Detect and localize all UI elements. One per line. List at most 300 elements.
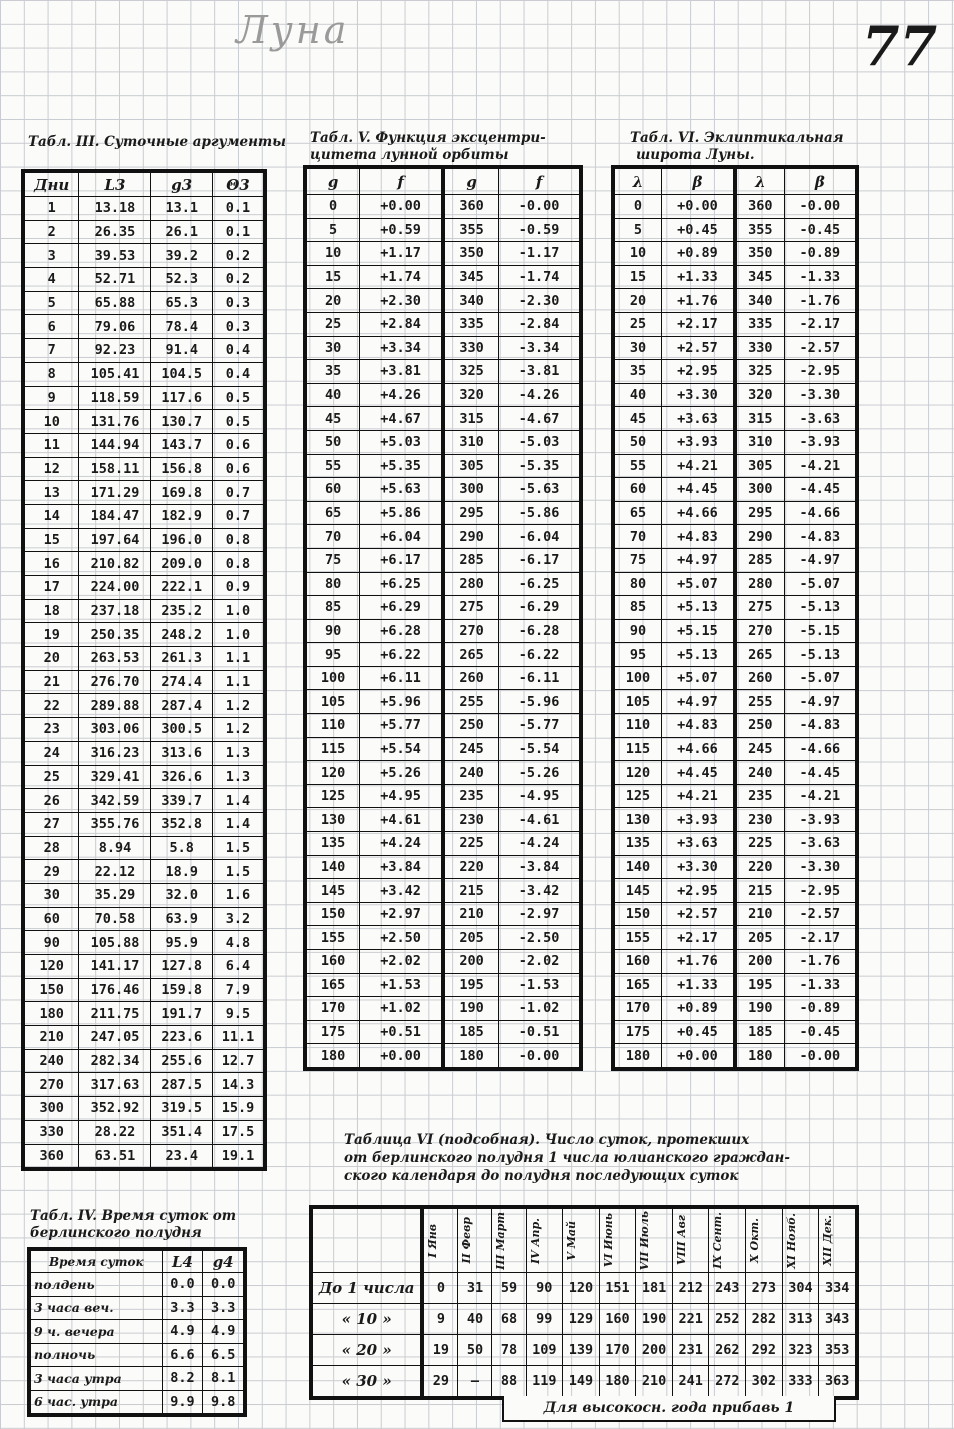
table4-cell: 9.8 bbox=[203, 1390, 244, 1414]
table3-cell: 11.1 bbox=[212, 1026, 263, 1050]
table5-cell: 180 bbox=[307, 1044, 360, 1068]
table5-cell: +0.51 bbox=[360, 1020, 443, 1044]
table5-cell: 300 bbox=[443, 478, 499, 502]
table5-cell: 135 bbox=[307, 832, 360, 856]
table6-header: β bbox=[784, 169, 855, 195]
table-row bbox=[615, 265, 856, 289]
table3-cell: 1.4 bbox=[212, 812, 263, 836]
table5-cell: -5.96 bbox=[499, 690, 580, 714]
table3-cell: 1.0 bbox=[212, 623, 263, 647]
table5-cell: -0.59 bbox=[499, 218, 580, 242]
table6-cell: +4.45 bbox=[661, 478, 735, 502]
table3-cell: 39.2 bbox=[151, 244, 213, 268]
table4-cell: 3 часа утра bbox=[31, 1367, 163, 1391]
table5-cell: +6.28 bbox=[360, 619, 443, 643]
table6-cell: 190 bbox=[735, 997, 784, 1021]
table6-cell: 15 bbox=[615, 265, 662, 289]
table3-cell: 303.06 bbox=[79, 718, 151, 742]
table5-cell: 70 bbox=[307, 525, 360, 549]
table3-cell: 17.5 bbox=[212, 1120, 263, 1144]
aux-cell: 313 bbox=[782, 1304, 819, 1335]
table6-cell: 10 bbox=[615, 242, 662, 266]
aux-cell: 190 bbox=[636, 1304, 673, 1335]
table6-cell: 160 bbox=[615, 950, 662, 974]
table3-cell: 3 bbox=[25, 244, 79, 268]
table5-cell: 25 bbox=[307, 312, 360, 336]
table3-cell: 13.1 bbox=[151, 197, 213, 221]
table5-cell: -2.97 bbox=[499, 902, 580, 926]
table3-cell: 222.1 bbox=[151, 576, 213, 600]
table-row bbox=[25, 1144, 264, 1168]
table3-cell: 63.51 bbox=[79, 1144, 151, 1168]
table6-cell: 175 bbox=[615, 1020, 662, 1044]
table3-cell: 15 bbox=[25, 528, 79, 552]
table5-cell: -1.53 bbox=[499, 973, 580, 997]
table6-cell: 290 bbox=[735, 525, 784, 549]
aux-cell: 363 bbox=[819, 1366, 856, 1397]
table3-cell: 52.3 bbox=[151, 268, 213, 292]
table-row bbox=[615, 218, 856, 242]
table3-cell: 0.1 bbox=[212, 220, 263, 244]
table3-cell: 28.22 bbox=[79, 1120, 151, 1144]
table6-cell: 230 bbox=[735, 808, 784, 832]
table5-cell: -3.84 bbox=[499, 855, 580, 879]
table5-cell: 65 bbox=[307, 501, 360, 525]
table4-cell: 0.0 bbox=[203, 1273, 244, 1297]
aux-row-label: « 10 » bbox=[313, 1304, 423, 1335]
table-row bbox=[307, 808, 580, 832]
table5-cell: +4.67 bbox=[360, 407, 443, 431]
table6-cell: 20 bbox=[615, 289, 662, 313]
table-row bbox=[615, 666, 856, 690]
table5-cell: 245 bbox=[443, 737, 499, 761]
table-row bbox=[307, 572, 580, 596]
table3-cell: 127.8 bbox=[151, 955, 213, 979]
table3-cell: 18.9 bbox=[151, 860, 213, 884]
table3-cell: 263.53 bbox=[79, 647, 151, 671]
table-row bbox=[25, 504, 264, 528]
table6-cell: -3.93 bbox=[784, 430, 855, 454]
aux-cell: 333 bbox=[782, 1366, 819, 1397]
table5-cell: 40 bbox=[307, 383, 360, 407]
aux-caption-line1: Таблица VI (подсобная). Число суток, протекших bbox=[344, 1132, 750, 1148]
aux-month-label: III Март bbox=[494, 1211, 508, 1270]
table5-cell: +5.86 bbox=[360, 501, 443, 525]
table4-cell: 4.9 bbox=[203, 1320, 244, 1344]
table6-cell: 360 bbox=[735, 195, 784, 219]
aux-month-header bbox=[672, 1209, 709, 1273]
table-row bbox=[307, 312, 580, 336]
table6-cell: +1.33 bbox=[661, 973, 735, 997]
table6-cell: -4.97 bbox=[784, 690, 855, 714]
table6-cell: 180 bbox=[735, 1044, 784, 1068]
table-row bbox=[615, 548, 856, 572]
table-row bbox=[615, 737, 856, 761]
table-row bbox=[307, 832, 580, 856]
table3-cell: 4.8 bbox=[212, 931, 263, 955]
table5-cell: 100 bbox=[307, 666, 360, 690]
table-row bbox=[615, 360, 856, 384]
table6-cell: +2.57 bbox=[661, 902, 735, 926]
table-row bbox=[615, 336, 856, 360]
table6-cell: 155 bbox=[615, 926, 662, 950]
table6-cell: +4.97 bbox=[661, 690, 735, 714]
table6-cell: +3.63 bbox=[661, 407, 735, 431]
table5-cell: 55 bbox=[307, 454, 360, 478]
table4-header: g4 bbox=[203, 1251, 244, 1273]
table-row bbox=[307, 430, 580, 454]
table6-cell: -4.97 bbox=[784, 548, 855, 572]
table6-cell: -5.07 bbox=[784, 572, 855, 596]
table6 bbox=[614, 168, 856, 1068]
table6-cell: 345 bbox=[735, 265, 784, 289]
table3-cell: 141.17 bbox=[79, 955, 151, 979]
table3-cell: 237.18 bbox=[79, 599, 151, 623]
table5-cell: +4.24 bbox=[360, 832, 443, 856]
table-row bbox=[615, 596, 856, 620]
table6-cell: +2.95 bbox=[661, 879, 735, 903]
table-row bbox=[31, 1296, 244, 1320]
table3-cell: 330 bbox=[25, 1120, 79, 1144]
table-row bbox=[25, 836, 264, 860]
table-row bbox=[615, 855, 856, 879]
aux-cell: 353 bbox=[819, 1335, 856, 1366]
table-row bbox=[313, 1273, 856, 1304]
table6-cell: 300 bbox=[735, 478, 784, 502]
table3-cell: 131.76 bbox=[79, 410, 151, 434]
table5-cell: 145 bbox=[307, 879, 360, 903]
table6-cell: +3.93 bbox=[661, 808, 735, 832]
table6-header: λ bbox=[735, 169, 784, 195]
table5-cell: +6.17 bbox=[360, 548, 443, 572]
aux-cell: 170 bbox=[599, 1335, 636, 1366]
table6-cell: 95 bbox=[615, 643, 662, 667]
table5-cell: +2.02 bbox=[360, 950, 443, 974]
table3-cell: 14 bbox=[25, 504, 79, 528]
table-row bbox=[615, 619, 856, 643]
table3-cell: 276.70 bbox=[79, 670, 151, 694]
table3-cell: 1.1 bbox=[212, 647, 263, 671]
table5-cell: -2.02 bbox=[499, 950, 580, 974]
aux-cell: 151 bbox=[599, 1273, 636, 1304]
aux-cell: 68 bbox=[492, 1304, 526, 1335]
table5-cell: -3.81 bbox=[499, 360, 580, 384]
table3-cell: 1.5 bbox=[212, 860, 263, 884]
table6-cell: 310 bbox=[735, 430, 784, 454]
aux-cell: 31 bbox=[458, 1273, 492, 1304]
table3-cell: 9 bbox=[25, 386, 79, 410]
table3-cell: 317.63 bbox=[79, 1073, 151, 1097]
table5-cell: -4.26 bbox=[499, 383, 580, 407]
table3-cell: 92.23 bbox=[79, 339, 151, 363]
table3-cell: 176.46 bbox=[79, 978, 151, 1002]
table3-cell: 158.11 bbox=[79, 457, 151, 481]
table6-cell: +4.83 bbox=[661, 714, 735, 738]
table6-cell: -1.33 bbox=[784, 265, 855, 289]
table3-cell: 150 bbox=[25, 978, 79, 1002]
table5-cell: 105 bbox=[307, 690, 360, 714]
table-row bbox=[307, 336, 580, 360]
table-row bbox=[25, 1026, 264, 1050]
table3-cell: 7 bbox=[25, 339, 79, 363]
table6-cell: 240 bbox=[735, 761, 784, 785]
table-row bbox=[31, 1273, 244, 1297]
table6-cell: 50 bbox=[615, 430, 662, 454]
table-row bbox=[615, 289, 856, 313]
table5-cell: +5.77 bbox=[360, 714, 443, 738]
table4-cell: 3 часа веч. bbox=[31, 1296, 163, 1320]
table5-cell: +6.29 bbox=[360, 596, 443, 620]
table6-cell: -2.95 bbox=[784, 879, 855, 903]
aux-cell: 210 bbox=[636, 1366, 673, 1397]
aux-month-label: VII Июль bbox=[638, 1210, 652, 1271]
table-row bbox=[25, 670, 264, 694]
table6-cell: 65 bbox=[615, 501, 662, 525]
table3 bbox=[24, 172, 264, 1168]
table6-cell: +3.63 bbox=[661, 832, 735, 856]
table5-cell: 5 bbox=[307, 218, 360, 242]
table5-cell: 340 bbox=[443, 289, 499, 313]
table-row bbox=[307, 383, 580, 407]
table6-cell: -4.21 bbox=[784, 784, 855, 808]
table-row bbox=[615, 525, 856, 549]
table5-cell: 335 bbox=[443, 312, 499, 336]
table3-cell: 1.4 bbox=[212, 789, 263, 813]
table6-cell: 285 bbox=[735, 548, 784, 572]
table3-cell: 171.29 bbox=[79, 481, 151, 505]
table3-cell: 0.2 bbox=[212, 244, 263, 268]
table6-cell: 270 bbox=[735, 619, 784, 643]
table-row bbox=[307, 195, 580, 219]
table5-cell: 345 bbox=[443, 265, 499, 289]
table3-cell: 329.41 bbox=[79, 765, 151, 789]
table-row bbox=[615, 902, 856, 926]
table3-cell: 210 bbox=[25, 1026, 79, 1050]
aux-cell: 109 bbox=[526, 1335, 563, 1366]
table3-cell: 26.1 bbox=[151, 220, 213, 244]
table6-cell: 115 bbox=[615, 737, 662, 761]
table3-cell: 60 bbox=[25, 907, 79, 931]
table6-cell: 180 bbox=[615, 1044, 662, 1068]
table3-cell: 352.8 bbox=[151, 812, 213, 836]
table6-cell: -1.76 bbox=[784, 950, 855, 974]
table6-cell: +5.13 bbox=[661, 596, 735, 620]
table-row bbox=[25, 268, 264, 292]
table6-cell: +0.89 bbox=[661, 997, 735, 1021]
table6-cell: 185 bbox=[735, 1020, 784, 1044]
table6-cell: +5.07 bbox=[661, 666, 735, 690]
table4-cell: 6.6 bbox=[162, 1343, 203, 1367]
table6-cell: -4.83 bbox=[784, 525, 855, 549]
table6-cell: 55 bbox=[615, 454, 662, 478]
table6-cell: 215 bbox=[735, 879, 784, 903]
table3-cell: 248.2 bbox=[151, 623, 213, 647]
table-row bbox=[307, 1020, 580, 1044]
table4 bbox=[30, 1250, 244, 1414]
table5-cell: 85 bbox=[307, 596, 360, 620]
table5-cell: -6.28 bbox=[499, 619, 580, 643]
table-row bbox=[25, 528, 264, 552]
table5-caption-line1: Табл. V. Функция эксцентри- bbox=[310, 130, 546, 146]
page-title: Луна bbox=[236, 8, 350, 52]
table5-cell: 205 bbox=[443, 926, 499, 950]
table5-cell: 260 bbox=[443, 666, 499, 690]
aux-cell: 243 bbox=[709, 1273, 746, 1304]
table5-cell: +1.17 bbox=[360, 242, 443, 266]
table-row bbox=[307, 737, 580, 761]
table-row bbox=[25, 765, 264, 789]
table6-cell: +2.95 bbox=[661, 360, 735, 384]
table3-cell: 316.23 bbox=[79, 741, 151, 765]
table6-cell: 305 bbox=[735, 454, 784, 478]
table6-cell: 90 bbox=[615, 619, 662, 643]
table6-cell: -5.13 bbox=[784, 596, 855, 620]
aux-cell: 40 bbox=[458, 1304, 492, 1335]
table6-cell: 275 bbox=[735, 596, 784, 620]
table3-cell: 342.59 bbox=[79, 789, 151, 813]
table6-header: λ bbox=[615, 169, 662, 195]
table5-cell: 220 bbox=[443, 855, 499, 879]
aux-corner bbox=[313, 1209, 423, 1273]
aux-cell: 323 bbox=[782, 1335, 819, 1366]
aux-month-header bbox=[526, 1209, 563, 1273]
table-row bbox=[307, 596, 580, 620]
table-row bbox=[25, 907, 264, 931]
table6-header: β bbox=[661, 169, 735, 195]
table3-cell: 65.3 bbox=[151, 291, 213, 315]
table5-cell: +6.25 bbox=[360, 572, 443, 596]
aux-cell: 119 bbox=[526, 1366, 563, 1397]
table3-cell: 250.35 bbox=[79, 623, 151, 647]
table3-cell: 4 bbox=[25, 268, 79, 292]
table5-cell: -4.61 bbox=[499, 808, 580, 832]
table5-cell: 265 bbox=[443, 643, 499, 667]
table-row bbox=[615, 643, 856, 667]
table3-cell: 0.5 bbox=[212, 410, 263, 434]
table6-cell: +3.93 bbox=[661, 430, 735, 454]
table-row bbox=[25, 623, 264, 647]
table-row bbox=[31, 1343, 244, 1367]
table6-cell: +1.76 bbox=[661, 289, 735, 313]
table3-cell: 274.4 bbox=[151, 670, 213, 694]
table5-cell: 225 bbox=[443, 832, 499, 856]
table3-header: L3 bbox=[79, 173, 151, 197]
table5-cell: 160 bbox=[307, 950, 360, 974]
table6-cell: -2.17 bbox=[784, 312, 855, 336]
aux-month-header bbox=[819, 1209, 856, 1273]
table3-cell: 6 bbox=[25, 315, 79, 339]
table-row bbox=[25, 718, 264, 742]
table6-cell: 135 bbox=[615, 832, 662, 856]
table-row bbox=[307, 855, 580, 879]
table4-cell: 9.9 bbox=[162, 1390, 203, 1414]
table3-cell: 24 bbox=[25, 741, 79, 765]
table-row bbox=[307, 289, 580, 313]
table-row bbox=[615, 454, 856, 478]
table3-cell: 21 bbox=[25, 670, 79, 694]
table-row bbox=[25, 860, 264, 884]
table3-cell: 39.53 bbox=[79, 244, 151, 268]
table3-cell: 300 bbox=[25, 1097, 79, 1121]
table-row bbox=[25, 576, 264, 600]
table3-cell: 10 bbox=[25, 410, 79, 434]
table3-cell: 17 bbox=[25, 576, 79, 600]
table6-cell: -4.21 bbox=[784, 454, 855, 478]
aux-month-label: XI Нояб. bbox=[784, 1212, 798, 1269]
table-row bbox=[307, 1044, 580, 1068]
table3-cell: 1.0 bbox=[212, 599, 263, 623]
table6-cell: 200 bbox=[735, 950, 784, 974]
table5-cell: -6.17 bbox=[499, 548, 580, 572]
aux-cell: 129 bbox=[563, 1304, 600, 1335]
table3-cell: 12.7 bbox=[212, 1049, 263, 1073]
table3-cell: 16 bbox=[25, 552, 79, 576]
table3-cell: 78.4 bbox=[151, 315, 213, 339]
aux-cell: 88 bbox=[492, 1366, 526, 1397]
aux-cell: 231 bbox=[672, 1335, 709, 1366]
table6-cell: +0.00 bbox=[661, 195, 735, 219]
table-row bbox=[25, 812, 264, 836]
table-row bbox=[615, 478, 856, 502]
table5-cell: +5.63 bbox=[360, 478, 443, 502]
table3-cell: 156.8 bbox=[151, 457, 213, 481]
table6-cell: +5.07 bbox=[661, 572, 735, 596]
table5-cell: 360 bbox=[443, 195, 499, 219]
aux-month-label: I Янв bbox=[426, 1223, 440, 1258]
table3-cell: 319.5 bbox=[151, 1097, 213, 1121]
table3-cell: 19 bbox=[25, 623, 79, 647]
aux-cell: 160 bbox=[599, 1304, 636, 1335]
table4-header: L4 bbox=[162, 1251, 203, 1273]
table5-cell: 110 bbox=[307, 714, 360, 738]
table5-cell: 215 bbox=[443, 879, 499, 903]
table5-cell: 10 bbox=[307, 242, 360, 266]
table3-cell: 182.9 bbox=[151, 504, 213, 528]
table-row bbox=[307, 950, 580, 974]
table6-cell: 130 bbox=[615, 808, 662, 832]
table5-cell: 50 bbox=[307, 430, 360, 454]
table5-cell: -5.77 bbox=[499, 714, 580, 738]
table6-cell: +0.89 bbox=[661, 242, 735, 266]
table3-cell: 235.2 bbox=[151, 599, 213, 623]
aux-cell: 221 bbox=[672, 1304, 709, 1335]
table5-cell: 235 bbox=[443, 784, 499, 808]
table3-cell: 0.3 bbox=[212, 291, 263, 315]
table5-cell: 165 bbox=[307, 973, 360, 997]
table5-cell: -6.04 bbox=[499, 525, 580, 549]
table5-cell: 210 bbox=[443, 902, 499, 926]
table6-cell: +4.21 bbox=[661, 784, 735, 808]
aux-cell: 200 bbox=[636, 1335, 673, 1366]
aux-cell: 262 bbox=[709, 1335, 746, 1366]
table5-cell: -5.54 bbox=[499, 737, 580, 761]
table5-caption-line2: цитета лунной орбиты bbox=[310, 147, 509, 163]
aux-month-header bbox=[563, 1209, 600, 1273]
table5-cell: +0.00 bbox=[360, 1044, 443, 1068]
table3-cell: 91.4 bbox=[151, 339, 213, 363]
table5-cell: 250 bbox=[443, 714, 499, 738]
table3-cell: 180 bbox=[25, 1002, 79, 1026]
table3-header: Дни bbox=[25, 173, 79, 197]
table5-cell: +5.35 bbox=[360, 454, 443, 478]
table-row bbox=[307, 997, 580, 1021]
table3-cell: 0.6 bbox=[212, 433, 263, 457]
aux-month-label: VI Июнь bbox=[601, 1213, 615, 1268]
table-row bbox=[615, 879, 856, 903]
table6-cell: 245 bbox=[735, 737, 784, 761]
table5-cell: 355 bbox=[443, 218, 499, 242]
table6-cell: -5.07 bbox=[784, 666, 855, 690]
